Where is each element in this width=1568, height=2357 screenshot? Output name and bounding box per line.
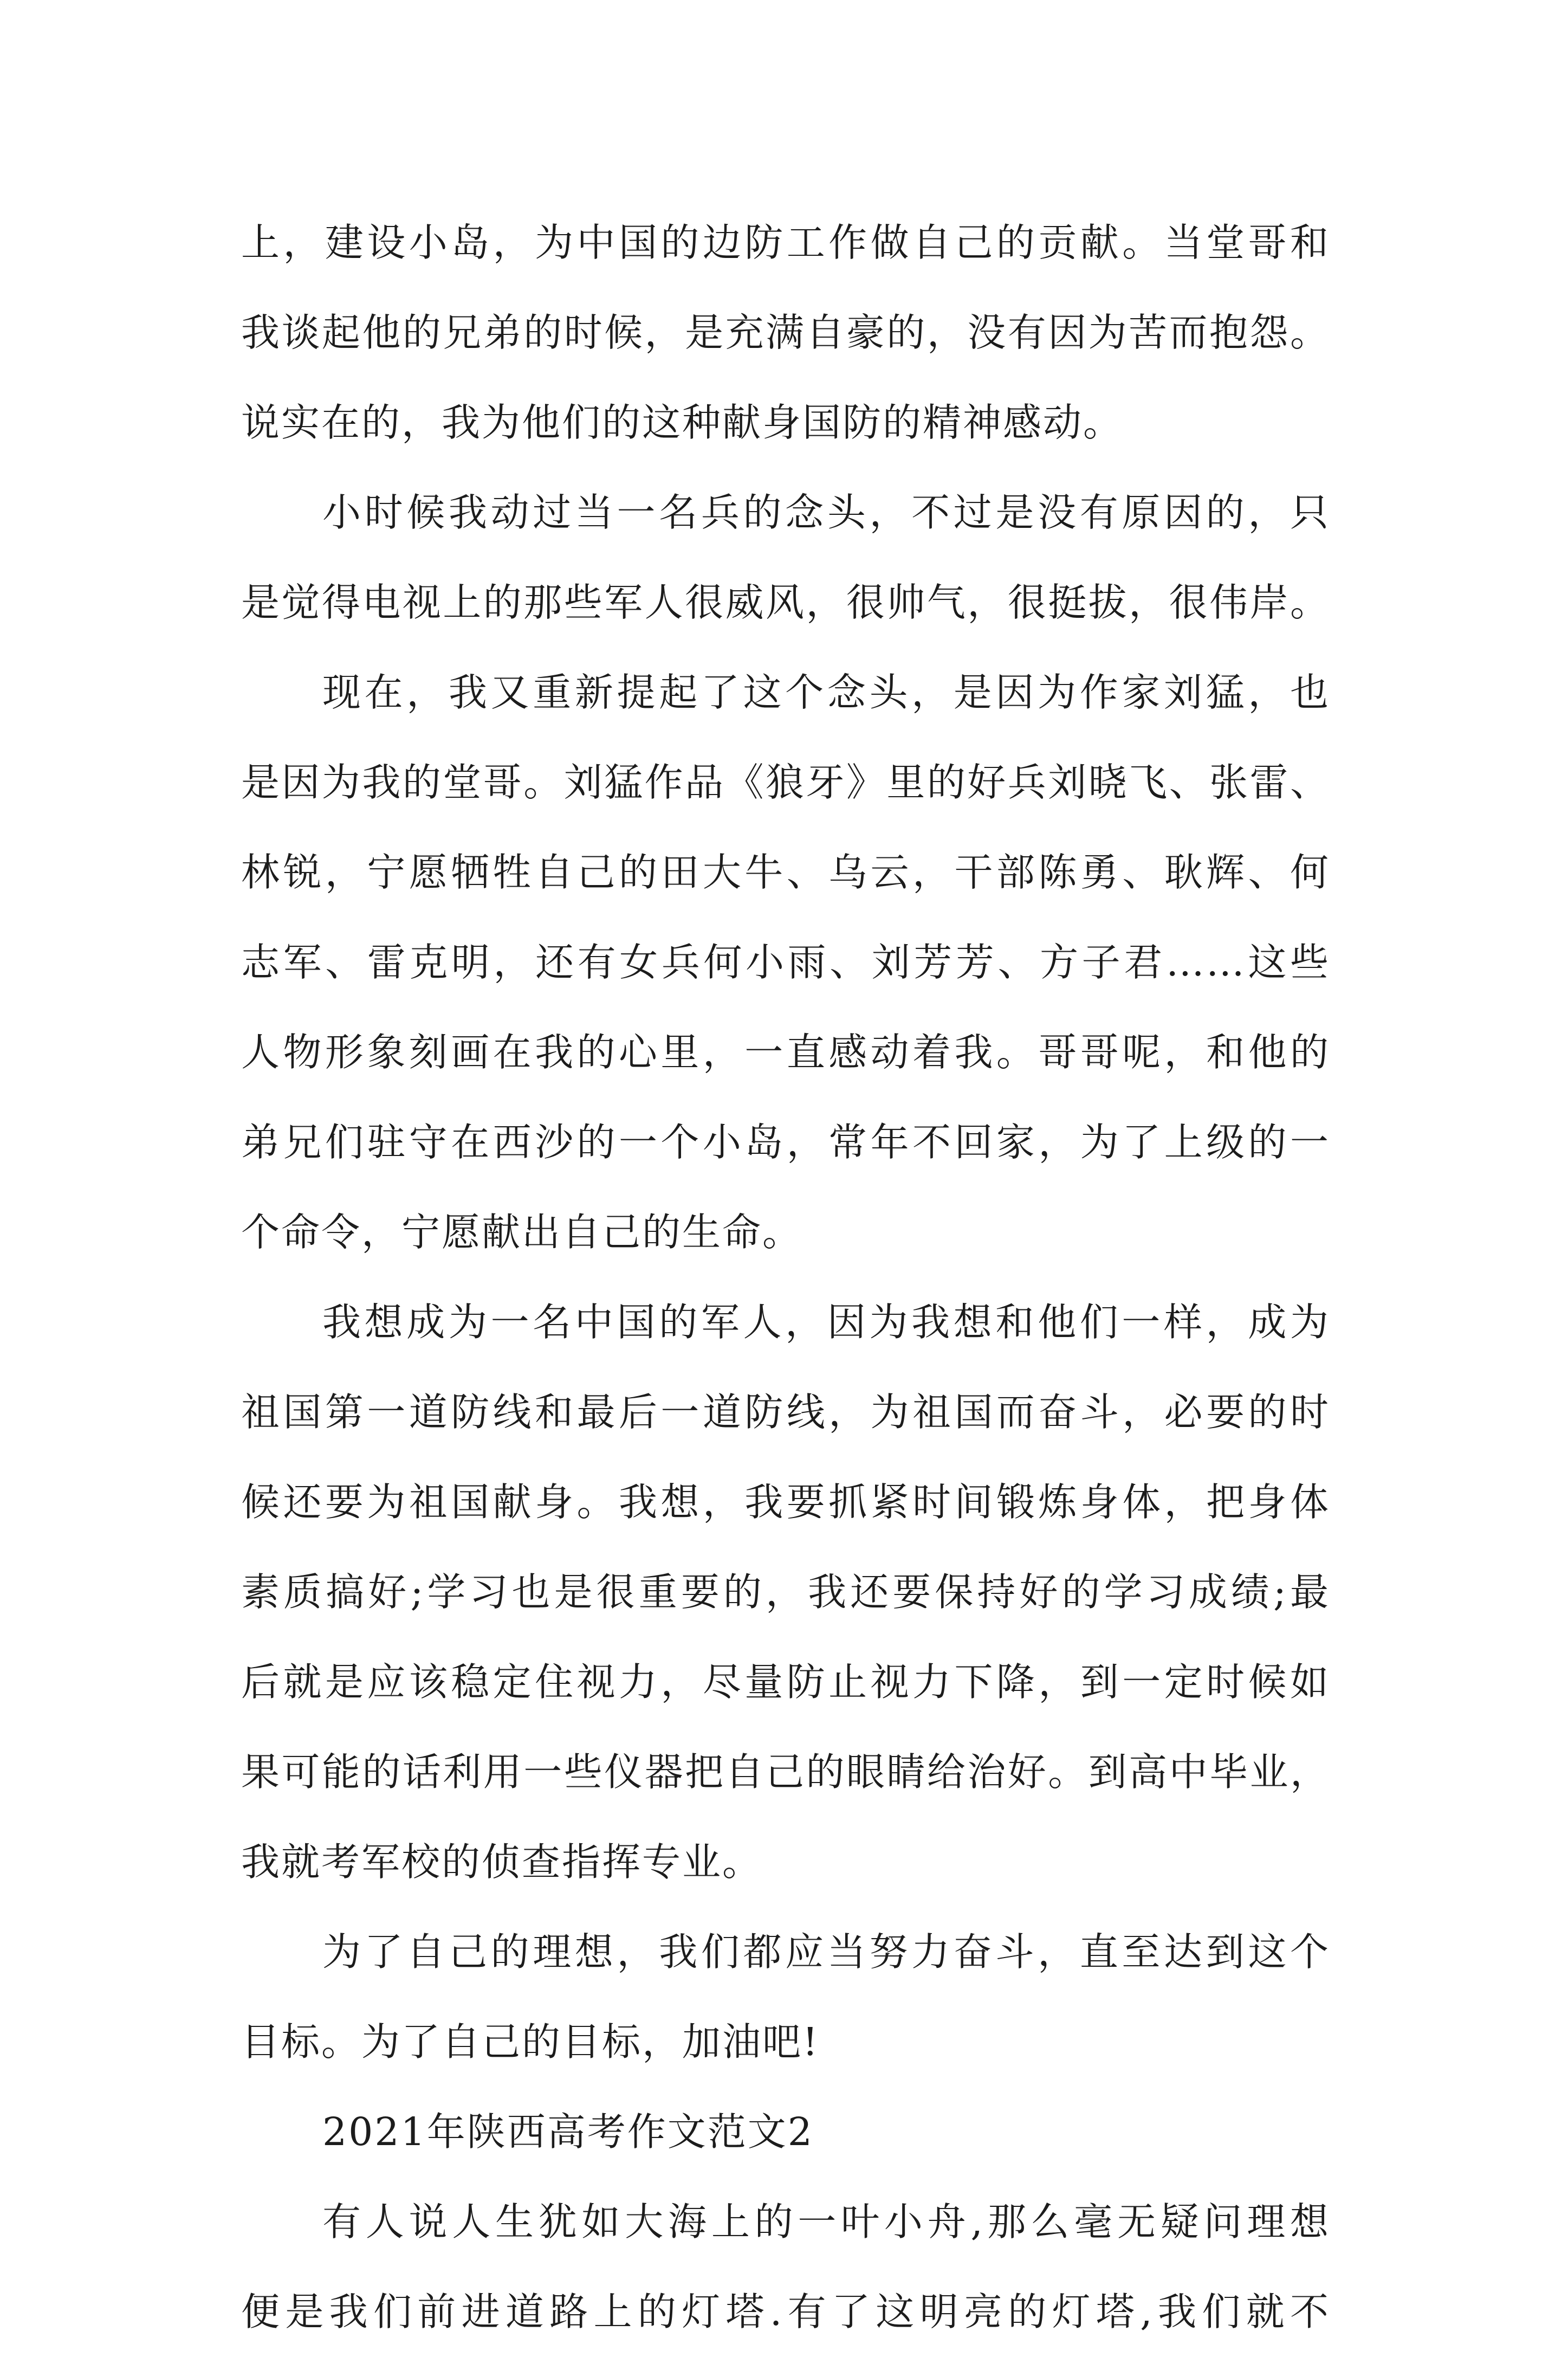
text-line: 人物形象刻画在我的心里，一直感动着我。哥哥呢，和他的: [241, 1030, 1330, 1075]
body-text: [241, 198, 1330, 2357]
text-line: 祖国第一道防线和最后一道防线，为祖国而奋斗，必要的时: [241, 1390, 1330, 1435]
paragraph-first-line: 小时候我动过当一名兵的念头，不过是没有原因的，只: [322, 490, 1330, 535]
paragraph-first-line: 为了自己的理想，我们都应当努力奋斗，直至达到这个: [322, 1929, 1330, 1974]
text-line: 弟兄们驻守在西沙的一个小岛，常年不回家，为了上级的一: [241, 1120, 1330, 1165]
text-line: 说实在的，我为他们的这种献身国防的精神感动。: [241, 400, 1124, 445]
paragraph-first-line: 现在，我又重新提起了这个念头，是因为作家刘猛，也: [322, 670, 1330, 715]
section-heading: 2021年陕西高考作文范文2: [322, 2109, 814, 2154]
text-line: 便是我们前进道路上的灯塔.有了这明亮的灯塔,我们就不: [241, 2289, 1330, 2334]
text-line: 果可能的话利用一些仪器把自己的眼睛给治好。到高中毕业，: [241, 1749, 1330, 1794]
text-line: 目标。为了自己的目标，加油吧!: [241, 2019, 820, 2064]
text-line: 我谈起他的兄弟的时候，是充满自豪的，没有因为苦而抱怨。: [241, 310, 1330, 355]
text-line: 素质搞好;学习也是很重要的，我还要保持好的学习成绩;最: [241, 1570, 1330, 1615]
text-line: 后就是应该稳定住视力，尽量防止视力下降，到一定时候如: [241, 1659, 1330, 1704]
paragraph-first-line: 有人说人生犹如大海上的一叶小舟,那么毫无疑问理想: [322, 2199, 1330, 2244]
text-line: 志军、雷克明，还有女兵何小雨、刘芳芳、方子君……这些: [241, 940, 1330, 985]
text-line: 是觉得电视上的那些军人很威风，很帅气，很挺拔，很伟岸。: [241, 580, 1330, 625]
text-line: 个命令，宁愿献出自己的生命。: [241, 1210, 803, 1255]
text-line: 我就考军校的侦查指挥专业。: [241, 1839, 763, 1884]
text-line: 是因为我的堂哥。刘猛作品《狼牙》里的好兵刘晓飞、张雷、: [241, 760, 1330, 805]
text-line: 上，建设小岛，为中国的边防工作做自己的贡献。当堂哥和: [241, 220, 1330, 265]
text-line: 候还要为祖国献身。我想，我要抓紧时间锻炼身体，把身体: [241, 1480, 1330, 1525]
text-line: 林锐，宁愿牺牲自己的田大牛、乌云，干部陈勇、耿辉、何: [241, 850, 1330, 895]
paragraph-first-line: 我想成为一名中国的军人，因为我想和他们一样，成为: [322, 1300, 1330, 1345]
